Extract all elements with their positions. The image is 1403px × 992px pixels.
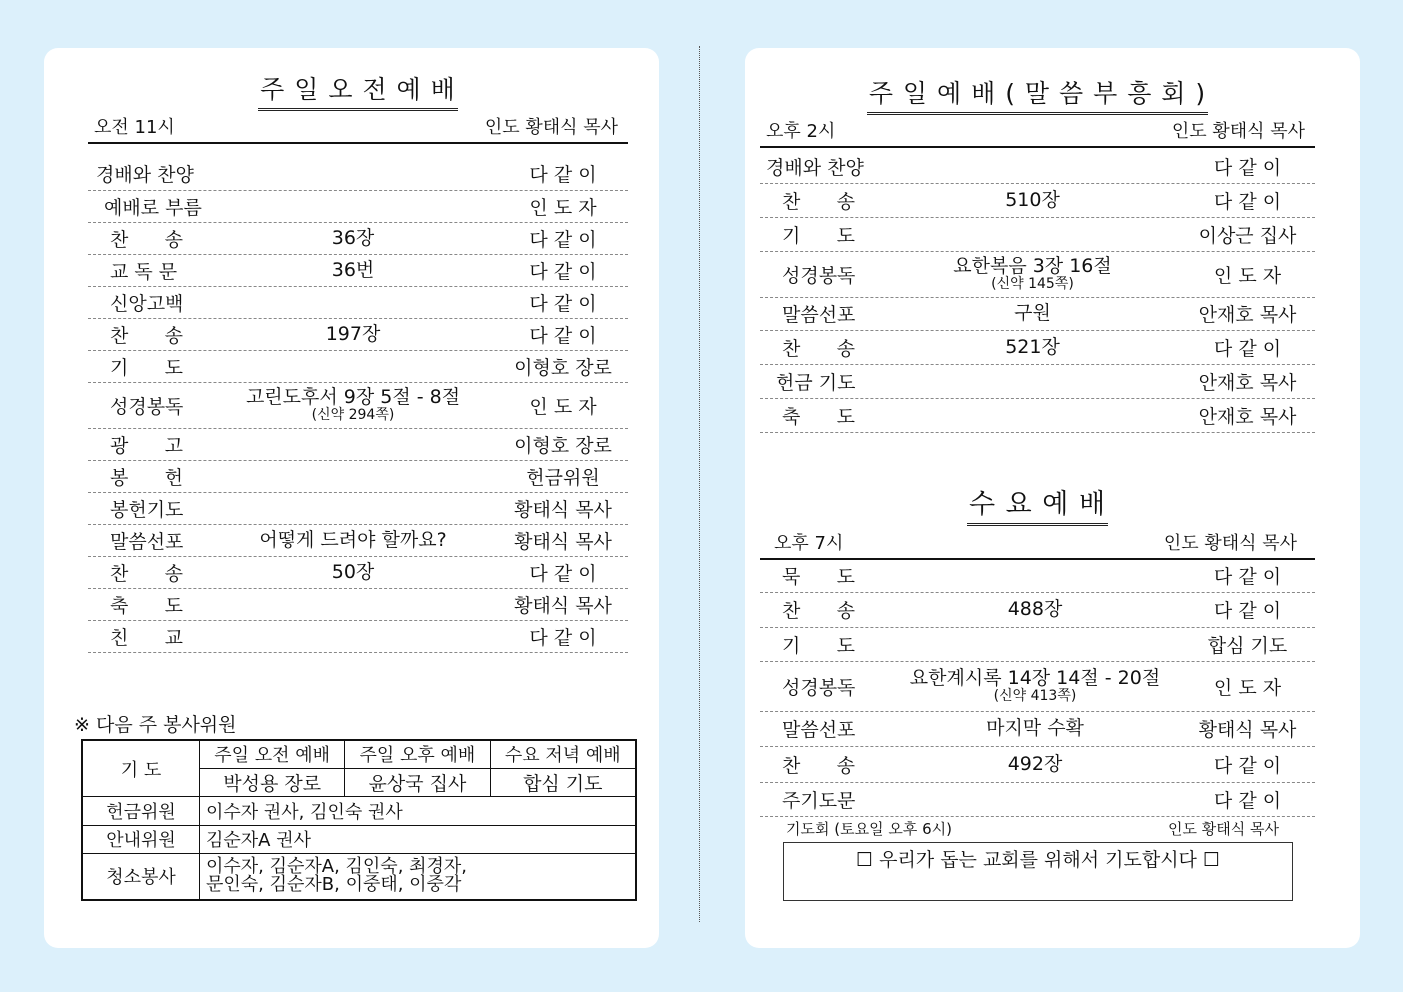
order-row [760, 592, 1315, 628]
prayer-header-wednesday: 수요 저녁 예배 [490, 740, 636, 768]
order-item: 예배로 부름 [104, 196, 202, 219]
usher-label: 안내위원 [82, 825, 200, 853]
order-leader: 다 같 이 [529, 164, 597, 186]
order-row [760, 746, 1315, 783]
order-detail: 어떻게 드려야 할까요? [259, 528, 447, 551]
order-detail: 36번 [331, 258, 375, 281]
cleaning-value [200, 853, 637, 900]
order-row [88, 460, 628, 493]
order-leader: 다 같 이 [1213, 157, 1282, 179]
order-item: 기 도 [110, 356, 183, 379]
morning-service-title: 주 일 오 전 예 배 [88, 70, 628, 111]
order-row [760, 251, 1315, 298]
order-detail: 고린도후서 9장 5절 - 8절 [245, 386, 461, 408]
order-leader: 다 같 이 [529, 562, 597, 585]
prayer-value-afternoon: 윤상국 집사 [345, 768, 490, 796]
order-item: 축 도 [782, 405, 855, 428]
order-row [88, 620, 628, 653]
order-row [760, 150, 1315, 184]
order-leader: 다 같 이 [1213, 600, 1282, 622]
morning-service-header [88, 116, 628, 144]
prayer-meeting-time: 기도회 (토요일 오후 6시) [786, 820, 952, 838]
order-item: 기 도 [782, 634, 855, 657]
order-item: 성경봉독 [782, 264, 856, 287]
order-row [88, 254, 628, 287]
prayer-value-morning: 박성용 장로 [200, 768, 345, 796]
order-leader: 안재호 목사 [1198, 304, 1297, 326]
order-item: 찬 송 [782, 190, 855, 213]
order-item: 찬 송 [110, 324, 183, 347]
cleaning-line-2: 문인숙, 김순자B, 이중태, 이중각 [206, 874, 462, 896]
order-leader: 황태식 목사 [1198, 719, 1297, 741]
morning-service-leader: 인도 황태식 목사 [484, 117, 618, 138]
order-row [760, 398, 1315, 433]
afternoon-service-leader: 인도 황태식 목사 [1171, 121, 1305, 142]
order-item: 경배와 찬양 [766, 157, 864, 179]
morning-service-time: 오전 11시 [94, 117, 175, 138]
order-item: 성경봉독 [782, 676, 856, 699]
order-row [88, 492, 628, 525]
order-leader: 다 같 이 [529, 324, 597, 347]
order-item: 성경봉독 [110, 395, 184, 418]
order-leader: 합심 기도 [1207, 634, 1288, 657]
order-detail: 요한계시록 14장 14절 - 20절 [909, 667, 1161, 689]
order-detail: 197장 [325, 322, 381, 345]
order-leader: 이형호 장로 [514, 356, 612, 379]
order-item: 광 고 [110, 434, 183, 457]
order-leader: 안재호 목사 [1198, 405, 1297, 428]
order-leader: 다 같 이 [529, 260, 597, 283]
order-detail: 요한복음 3장 16절 [953, 255, 1112, 277]
usher-value: 김순자A 권사 [200, 825, 637, 853]
order-item: 경배와 찬양 [96, 164, 194, 186]
order-row [760, 364, 1315, 399]
order-detail-page: (신약 413쪽) [993, 688, 1077, 704]
order-row [760, 217, 1315, 252]
order-item: 기 도 [782, 224, 855, 247]
order-item: 신앙고백 [110, 292, 184, 315]
order-item: 주기도문 [782, 789, 856, 812]
order-row [88, 350, 628, 383]
order-item: 말씀선포 [782, 304, 856, 326]
offering-label: 헌금위원 [82, 797, 200, 825]
prayer-request-box [783, 842, 1293, 901]
order-row [760, 558, 1315, 593]
volunteers-heading: ※ 다음 주 봉사위원 [74, 714, 237, 736]
prayer-request-text: ☐ 우리가 돕는 교회를 위해서 기도합시다 ☐ [856, 849, 1220, 871]
prayer-header-morning: 주일 오전 예배 [200, 740, 345, 768]
wednesday-service-header [760, 532, 1315, 560]
prayer-label: 기 도 [82, 740, 200, 797]
order-item: 교 독 문 [110, 260, 178, 283]
order-leader: 황태식 목사 [514, 498, 612, 521]
order-row [760, 183, 1315, 218]
cleaning-label: 청소봉사 [82, 853, 200, 900]
order-leader: 헌금위원 [526, 466, 600, 489]
order-leader: 다 같 이 [1213, 337, 1282, 360]
order-item: 봉헌기도 [110, 498, 184, 521]
order-leader: 다 같 이 [1213, 565, 1282, 588]
order-detail: 구원 [1014, 302, 1051, 324]
fold-divider [699, 46, 700, 922]
order-item: 말씀선포 [782, 719, 856, 741]
order-row [760, 297, 1315, 331]
order-detail: 521장 [1005, 335, 1060, 358]
order-leader: 인 도 자 [1213, 676, 1282, 699]
order-item: 봉 헌 [110, 466, 183, 489]
offering-value: 이수자 권사, 김인숙 권사 [200, 797, 637, 825]
order-item: 묵 도 [782, 565, 855, 588]
order-detail: 510장 [1005, 188, 1060, 211]
order-detail-page: (신약 294쪽) [311, 407, 395, 423]
order-item: 찬 송 [782, 337, 855, 360]
volunteers-table [81, 739, 637, 901]
wednesday-service-leader: 인도 황태식 목사 [1163, 533, 1297, 554]
wednesday-service-time: 오후 7시 [774, 533, 844, 554]
order-row [88, 428, 628, 461]
order-row [760, 627, 1315, 662]
order-leader: 다 같 이 [529, 292, 597, 315]
afternoon-service-title: 주 일 예 배 ( 말 씀 부 흥 회 ) [760, 74, 1315, 115]
order-item: 찬 송 [110, 228, 183, 251]
order-row [760, 711, 1315, 747]
order-detail: 492장 [1007, 752, 1063, 775]
order-leader: 황태식 목사 [514, 530, 612, 553]
afternoon-service-time: 오후 2시 [766, 121, 836, 142]
order-item: 헌금 기도 [776, 371, 856, 394]
order-row [88, 190, 628, 223]
prayer-value-wednesday: 합심 기도 [490, 768, 636, 796]
order-item: 축 도 [110, 594, 183, 617]
order-item: 말씀선포 [110, 530, 184, 553]
order-row [88, 222, 628, 255]
order-leader: 이형호 장로 [514, 434, 612, 457]
order-leader: 다 같 이 [1213, 789, 1282, 812]
order-detail: 마지막 수확 [986, 717, 1084, 739]
order-leader: 황태식 목사 [514, 594, 612, 617]
order-row [88, 588, 628, 621]
order-row [760, 782, 1315, 817]
order-item: 찬 송 [110, 562, 183, 585]
order-detail: 36장 [331, 226, 375, 249]
order-leader: 다 같 이 [1213, 754, 1282, 777]
order-detail-page: (신약 145쪽) [991, 276, 1074, 292]
order-leader: 다 같 이 [529, 228, 597, 251]
order-row [88, 318, 628, 351]
wednesday-service-title: 수 요 예 배 [760, 482, 1315, 526]
order-leader: 인 도 자 [529, 196, 597, 219]
order-item: 친 교 [110, 626, 183, 649]
prayer-meeting-leader: 인도 황태식 목사 [1168, 820, 1279, 838]
afternoon-service-header [760, 120, 1315, 148]
order-leader: 인 도 자 [529, 395, 597, 418]
order-item: 찬 송 [782, 754, 855, 777]
order-leader: 인 도 자 [1213, 264, 1282, 287]
order-leader: 다 같 이 [1213, 190, 1282, 213]
order-leader: 이상근 집사 [1198, 224, 1297, 247]
prayer-header-afternoon: 주일 오후 예배 [345, 740, 490, 768]
order-row [88, 286, 628, 319]
order-row [88, 556, 628, 589]
order-leader: 다 같 이 [529, 626, 597, 649]
order-detail: 488장 [1007, 598, 1063, 620]
order-row [760, 661, 1315, 712]
order-row [88, 382, 628, 429]
order-item: 찬 송 [782, 600, 855, 622]
order-leader: 안재호 목사 [1198, 371, 1297, 394]
order-row [88, 524, 628, 557]
order-detail: 50장 [331, 560, 375, 583]
cleaning-line-1: 이수자, 김순자A, 김인숙, 최경자, [206, 855, 468, 877]
order-row [88, 157, 628, 191]
order-row [760, 330, 1315, 365]
